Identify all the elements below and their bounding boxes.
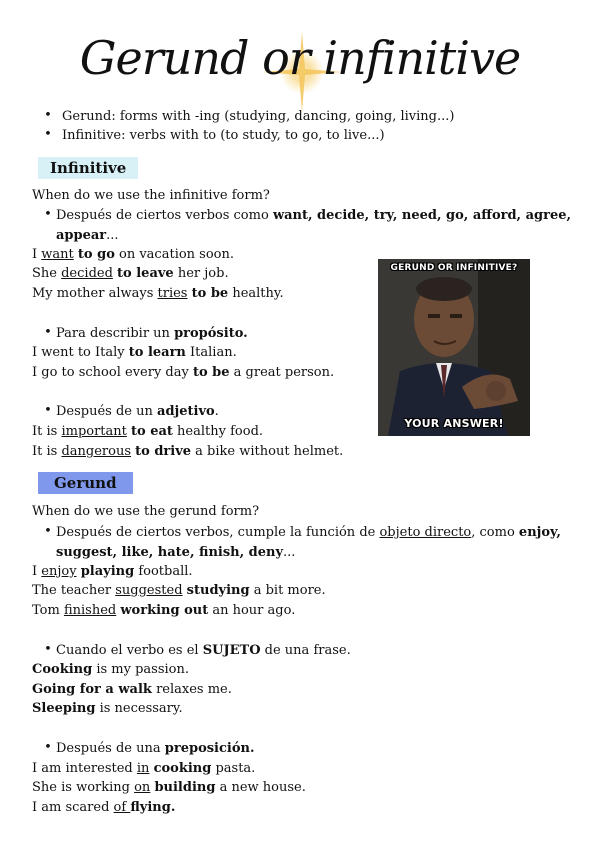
infinitive-question: When do we use the infinitive form? (32, 188, 270, 203)
example-line: She decided to leave her job. (32, 266, 229, 281)
gerund-heading: Gerund (38, 472, 133, 494)
bullet-icon: • (44, 642, 52, 657)
bullet-icon: • (44, 108, 52, 123)
example-line: The teacher suggested studying a bit more. (32, 583, 326, 598)
bullet-icon: • (44, 325, 52, 340)
gerund-rule-1-cont: suggest, like, hate, finish, deny... (56, 545, 296, 560)
example-line: Cooking is my passion. (32, 662, 189, 677)
meme-top-caption: GERUND OR INFINITIVE? (390, 263, 518, 273)
infinitive-rule-1: Después de ciertos verbos como want, decide, try, need, go, afford, agree, (56, 208, 572, 223)
meme-image (378, 259, 530, 436)
infinitive-rule-2: Para describir un propósito. (56, 326, 248, 341)
intro-infinitive: Infinitive: verbs with to (to study, to go, to live...) (62, 128, 385, 143)
bullet-icon: • (44, 524, 52, 539)
example-line: I want to go on vacation soon. (32, 247, 235, 262)
example-line: It is dangerous to drive a bike without helmet. (32, 444, 344, 459)
example-line: I go to school every day to be a great person. (32, 365, 335, 380)
example-line: I am scared of flying. (32, 800, 176, 815)
example-line: I went to Italy to learn Italian. (32, 345, 237, 360)
bullet-icon: • (44, 207, 52, 222)
example-line: My mother always tries to be healthy. (32, 286, 284, 301)
example-line: Tom finished working out an hour ago. (32, 603, 296, 618)
title-area (0, 18, 600, 98)
intro-gerund: Gerund: forms with -ing (studying, dancing, going, living...) (62, 109, 455, 124)
infinitive-rule-1-cont: appear... (56, 228, 119, 243)
gerund-rule-1: Después de ciertos verbos, cumple la función de objeto directo, como enjoy, (56, 525, 561, 540)
gerund-rule-3: Después de una preposición. (56, 741, 255, 756)
example-line: Sleeping is necessary. (32, 701, 183, 716)
meme-bottom-caption: YOUR ANSWER! (404, 417, 504, 430)
example-line: I am interested in cooking pasta. (32, 761, 256, 776)
gerund-rule-2: Cuando el verbo es el SUJETO de una frase. (56, 643, 351, 658)
infinitive-rule-3: Después de un adjetivo. (56, 404, 219, 419)
example-line: It is important to eat healthy food. (32, 424, 264, 439)
infinitive-heading: Infinitive (38, 157, 138, 179)
gerund-question: When do we use the gerund form? (32, 504, 260, 519)
example-line: Going for a walk relaxes me. (32, 682, 232, 697)
bullet-icon: • (44, 127, 52, 142)
page-title: Gerund or infinitive (79, 31, 521, 85)
example-line: I enjoy playing football. (32, 564, 193, 579)
example-line: She is working on building a new house. (32, 780, 306, 795)
bullet-icon: • (44, 403, 52, 418)
bullet-icon: • (44, 740, 52, 755)
pointing-man-illustration (378, 259, 530, 436)
